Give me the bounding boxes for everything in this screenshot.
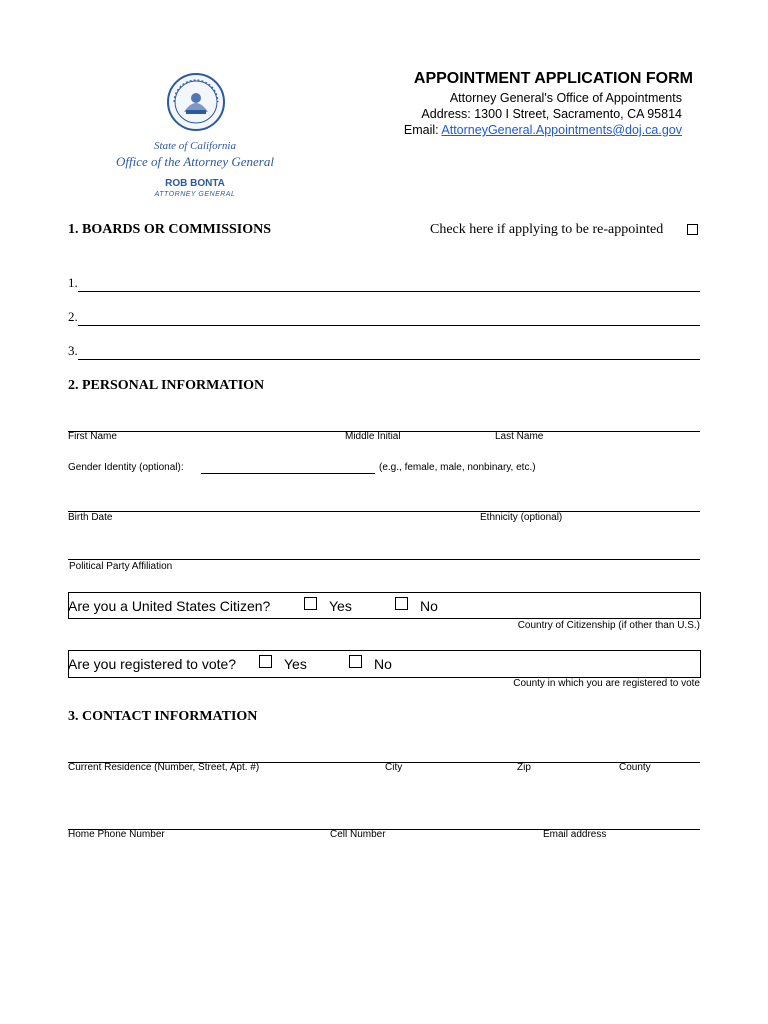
section2-heading: 2. PERSONAL INFORMATION bbox=[68, 378, 265, 393]
party-caption: Political Party Affiliation bbox=[69, 561, 173, 572]
home-phone-caption: Home Phone Number bbox=[68, 829, 165, 840]
section3-heading: 3. CONTACT INFORMATION bbox=[68, 709, 258, 724]
board-line-2[interactable] bbox=[78, 325, 700, 326]
logo-line2: Office of the Attorney General bbox=[116, 154, 274, 169]
cell-caption: Cell Number bbox=[330, 829, 386, 840]
reappoint-label: Check here if applying to be re-appointed bbox=[430, 222, 664, 237]
zip-caption: Zip bbox=[517, 762, 531, 773]
citizen-no-label: No bbox=[420, 598, 438, 614]
middle-initial-caption: Middle Initial bbox=[345, 431, 401, 442]
ethnicity-caption: Ethnicity (optional) bbox=[480, 512, 563, 523]
gender-line[interactable] bbox=[201, 473, 375, 474]
vote-yes-label: Yes bbox=[284, 656, 307, 672]
board-line-2-label: 2. bbox=[68, 309, 78, 324]
vote-yes-checkbox[interactable] bbox=[259, 655, 272, 668]
citizen-question: Are you a United States Citizen? bbox=[68, 598, 271, 614]
email-link[interactable]: AttorneyGeneral.Appointments@doj.ca.gov bbox=[441, 123, 682, 137]
last-name-caption: Last Name bbox=[495, 431, 544, 442]
residence-caption: Current Residence (Number, Street, Apt. #) bbox=[68, 762, 260, 773]
gender-label: Gender Identity (optional): bbox=[68, 462, 184, 473]
county-vote-caption: County in which you are registered to vote bbox=[513, 678, 700, 689]
logo-line1: State of California bbox=[154, 140, 236, 152]
city-caption: City bbox=[385, 762, 403, 773]
logo-name: ROB BONTA bbox=[165, 178, 225, 189]
email-label: Email: bbox=[403, 123, 442, 137]
citizen-no-checkbox[interactable] bbox=[395, 597, 408, 610]
ag-logo bbox=[100, 70, 290, 200]
birth-date-caption: Birth Date bbox=[68, 512, 113, 523]
california-seal-icon bbox=[166, 72, 226, 132]
office-address: Address: 1300 I Street, Sacramento, CA 95814 bbox=[421, 107, 682, 121]
county-caption: County bbox=[619, 762, 651, 773]
vote-no-label: No bbox=[374, 656, 392, 672]
country-caption: Country of Citizenship (if other than U.S.) bbox=[517, 620, 700, 631]
gender-hint: (e.g., female, male, nonbinary, etc.) bbox=[379, 462, 536, 473]
party-line[interactable] bbox=[68, 559, 700, 560]
board-line-1[interactable] bbox=[78, 291, 700, 292]
form-title: APPOINTMENT APPLICATION FORM bbox=[413, 70, 693, 87]
board-line-1-label: 1. bbox=[68, 275, 78, 290]
office-name: Attorney General's Office of Appointments bbox=[449, 91, 682, 105]
section1-heading: 1. BOARDS OR COMMISSIONS bbox=[68, 222, 272, 237]
vote-no-checkbox[interactable] bbox=[349, 655, 362, 668]
reappoint-checkbox[interactable] bbox=[687, 224, 698, 235]
board-line-3[interactable] bbox=[78, 359, 700, 360]
vote-question: Are you registered to vote? bbox=[68, 656, 237, 672]
birth-ethnicity-line[interactable] bbox=[68, 511, 700, 512]
email-caption: Email address bbox=[543, 829, 607, 840]
logo-role: ATTORNEY GENERAL bbox=[154, 191, 236, 198]
citizen-yes-label: Yes bbox=[329, 598, 352, 614]
office-email-line bbox=[380, 123, 682, 137]
first-name-caption: First Name bbox=[68, 431, 117, 442]
citizen-yes-checkbox[interactable] bbox=[304, 597, 317, 610]
board-line-3-label: 3. bbox=[68, 343, 78, 358]
